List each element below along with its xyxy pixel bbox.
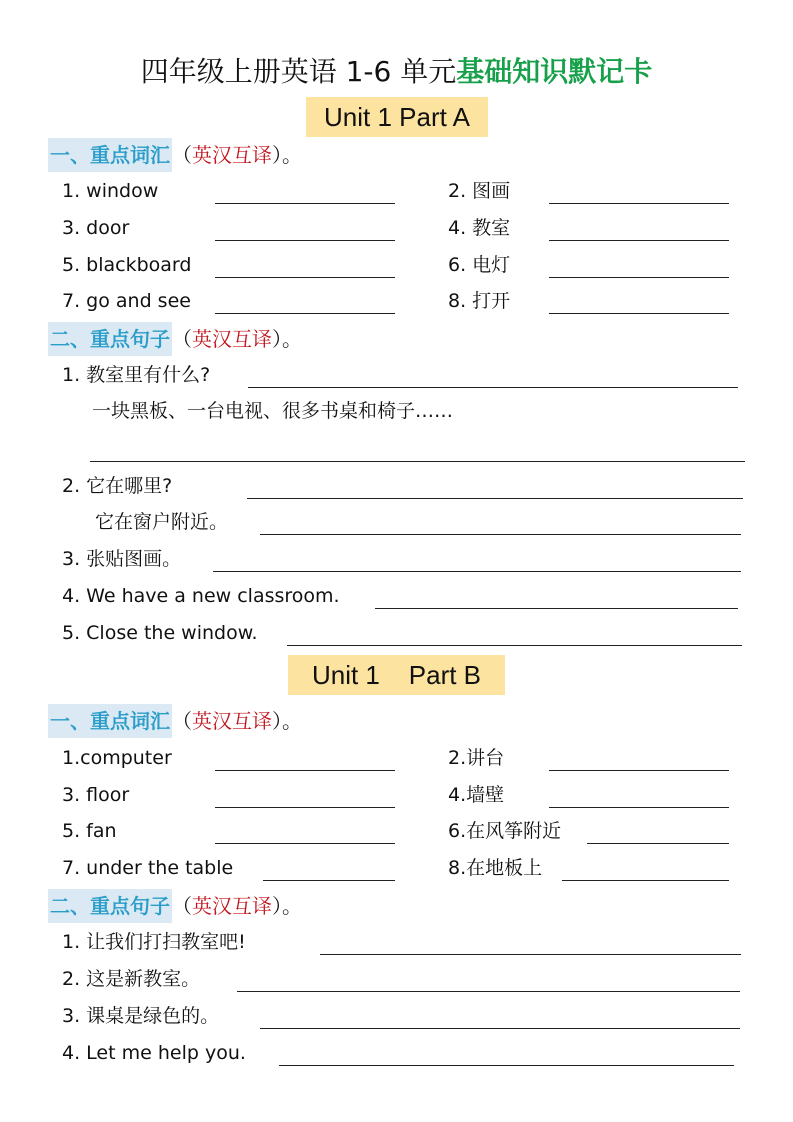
vocab-item: 4.墙壁 xyxy=(448,784,505,806)
answer-blank[interactable] xyxy=(562,880,729,881)
answer-blank[interactable] xyxy=(279,1065,734,1066)
answer-blank[interactable] xyxy=(549,277,729,278)
sentence-item: 一块黑板、一台电视、很多书桌和椅子…… xyxy=(92,400,454,422)
heading-label: 二、重点句子 xyxy=(48,889,172,923)
answer-blank[interactable] xyxy=(215,770,395,771)
paren: （ xyxy=(172,143,192,167)
page-title xyxy=(0,52,793,92)
answer-blank[interactable] xyxy=(587,843,729,844)
answer-blank[interactable] xyxy=(237,991,740,992)
unit-title-part-b: Unit 1 Part B xyxy=(288,655,505,695)
vocab-item: 3. floor xyxy=(62,784,130,806)
vocab-item: 1.computer xyxy=(62,747,172,769)
sentence-item: 3. 课桌是绿色的。 xyxy=(62,1005,220,1027)
vocab-item: 8. 打开 xyxy=(448,290,511,312)
sentence-item: 2. 它在哪里? xyxy=(62,475,173,497)
paren: ）。 xyxy=(272,709,302,733)
answer-blank[interactable] xyxy=(90,461,745,462)
answer-blank[interactable] xyxy=(215,807,395,808)
sentence-item: 1. 让我们打扫教室吧! xyxy=(62,931,246,953)
heading-instruction: 英汉互译 xyxy=(192,327,272,351)
vocab-item: 8.在地板上 xyxy=(448,857,543,879)
answer-blank[interactable] xyxy=(215,843,395,844)
heading-label: 一、重点词汇 xyxy=(48,704,172,738)
answer-blank[interactable] xyxy=(549,203,729,204)
answer-blank[interactable] xyxy=(215,277,395,278)
sentence-item: 4. We have a new classroom. xyxy=(62,585,340,607)
heading-instruction: 英汉互译 xyxy=(192,894,272,918)
vocab-item: 1. window xyxy=(62,180,159,202)
vocab-item: 4. 教室 xyxy=(448,217,511,239)
sentence-item: 2. 这是新教室。 xyxy=(62,968,201,990)
answer-blank[interactable] xyxy=(247,498,743,499)
sentence-item: 4. Let me help you. xyxy=(62,1042,246,1064)
answer-blank[interactable] xyxy=(213,571,741,572)
paren: ）。 xyxy=(272,894,302,918)
answer-blank[interactable] xyxy=(215,240,395,241)
answer-blank[interactable] xyxy=(215,203,395,204)
paren: ）。 xyxy=(272,327,302,351)
paren: ）。 xyxy=(272,143,302,167)
vocab-item: 7. go and see xyxy=(62,290,191,312)
answer-blank[interactable] xyxy=(549,313,729,314)
vocab-item: 2.讲台 xyxy=(448,747,505,769)
title-highlight: 基础知识默记卡 xyxy=(456,55,653,88)
sentence-item: 1. 教室里有什么? xyxy=(62,364,211,386)
paren: （ xyxy=(172,327,192,351)
heading-instruction: 英汉互译 xyxy=(192,709,272,733)
paren: （ xyxy=(172,709,192,733)
vocab-item: 6.在风筝附近 xyxy=(448,820,562,842)
vocab-item: 3. door xyxy=(62,217,130,239)
paren: （ xyxy=(172,894,192,918)
answer-blank[interactable] xyxy=(260,1028,740,1029)
section-heading xyxy=(48,138,302,172)
answer-blank[interactable] xyxy=(248,387,738,388)
sentence-item: 5. Close the window. xyxy=(62,622,258,644)
answer-blank[interactable] xyxy=(260,534,741,535)
sentence-item: 它在窗户附近。 xyxy=(95,511,229,533)
answer-blank[interactable] xyxy=(549,240,729,241)
vocab-item: 5. blackboard xyxy=(62,254,192,276)
answer-blank[interactable] xyxy=(320,954,741,955)
vocab-item: 7. under the table xyxy=(62,857,234,879)
section-heading xyxy=(48,889,302,923)
vocab-item: 6. 电灯 xyxy=(448,254,511,276)
heading-label: 二、重点句子 xyxy=(48,322,172,356)
vocab-item: 5. fan xyxy=(62,820,117,842)
answer-blank[interactable] xyxy=(549,770,729,771)
answer-blank[interactable] xyxy=(375,608,738,609)
section-heading xyxy=(48,322,302,356)
vocab-item: 2. 图画 xyxy=(448,180,511,202)
answer-blank[interactable] xyxy=(549,807,729,808)
answer-blank[interactable] xyxy=(287,645,742,646)
answer-blank[interactable] xyxy=(215,313,395,314)
heading-instruction: 英汉互译 xyxy=(192,143,272,167)
sentence-item: 3. 张贴图画。 xyxy=(62,548,182,570)
heading-label: 一、重点词汇 xyxy=(48,138,172,172)
title-main: 四年级上册英语 1-6 单元 xyxy=(140,55,457,88)
unit-title-part-a: Unit 1 Part A xyxy=(306,97,488,137)
section-heading xyxy=(48,704,302,738)
answer-blank[interactable] xyxy=(263,880,395,881)
